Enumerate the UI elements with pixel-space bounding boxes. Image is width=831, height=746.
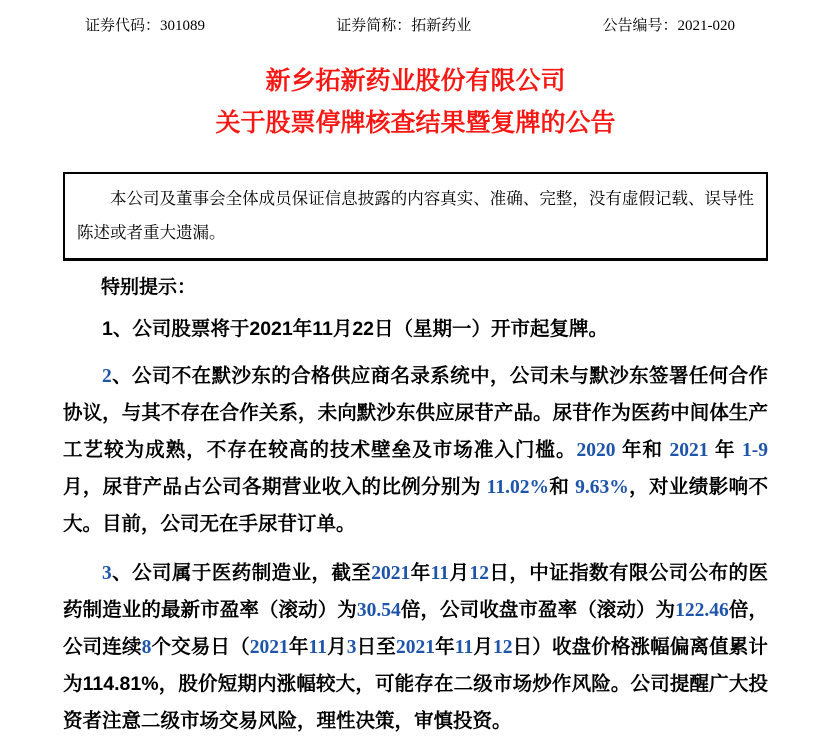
text-segment: 8 [141, 637, 152, 658]
text-segment: 和 [548, 476, 576, 498]
text-segment: 倍，公司收盘市盈率（滚动）为 [400, 599, 676, 621]
text-segment: 1、公司股票将于2021年11月22日（星期一）开市起复牌。 [102, 318, 609, 340]
document-header-row [85, 16, 735, 36]
text-segment: 2021 [669, 440, 709, 461]
text-segment: 个交易日（ [151, 636, 250, 658]
text-segment: 3 [102, 563, 112, 584]
announcement-number: 公告编号：2021-020 [602, 18, 735, 34]
special-notice-label: 特别提示： [101, 277, 197, 298]
text-segment: 11 [430, 563, 450, 584]
disclaimer-box [63, 172, 768, 261]
text-segment: 2021 [395, 637, 435, 658]
text-segment: 年 [410, 562, 431, 584]
text-segment: 3 [346, 637, 357, 658]
document-title-line-1: 新乡拓新药业股份有限公司 [265, 67, 566, 95]
text-segment: 日）收盘价格涨幅偏离值累计为114.81%，股价短期内涨幅较大，可能存在二级市场炒作风险。公司提醒广大投资者注意二级市场交易风险，理性决策，审慎投资。 [63, 636, 768, 732]
text-segment: 2021 [371, 563, 411, 584]
text-segment: 2020 [576, 440, 616, 461]
text-segment: 月 [449, 562, 470, 584]
text-segment: 9.63% [575, 477, 629, 498]
text-segment: 月，尿苷产品占公司各期营业收入的比例分别为 [63, 476, 487, 498]
text-segment: 2021 [249, 637, 289, 658]
paragraph-1 [63, 311, 768, 348]
text-segment: 11 [454, 637, 474, 658]
text-segment: 年 [434, 636, 455, 658]
text-segment: 年 [288, 636, 309, 658]
text-segment: 12 [493, 637, 513, 658]
text-segment: ，对业绩影响不大。目前，公司无在手尿苷订单。 [63, 476, 768, 535]
disclaimer-text: 本公司及董事会全体成员保证信息披露的内容真实、准确、完整，没有虚假记载、误导性陈述或者重大遗漏。 [77, 189, 754, 242]
document-title [63, 60, 768, 144]
text-segment: 11.02% [486, 477, 549, 498]
text-segment: 倍，公司连续 [63, 599, 768, 658]
text-segment: 1-9 [741, 440, 768, 461]
text-segment: 11 [308, 637, 327, 658]
text-segment: 、公司属于医药制造业，截至 [111, 562, 372, 584]
paragraph-2 [63, 358, 768, 543]
text-segment: 30.54 [356, 600, 401, 621]
text-segment: 月 [326, 636, 347, 658]
text-segment: 122.46 [675, 600, 729, 621]
text-segment: 日，中证指数有限公司公布的医药制造业的最新市盈率（滚动）为 [63, 562, 768, 621]
text-segment: 12 [469, 563, 489, 584]
text-segment: 日至 [356, 636, 396, 658]
text-segment: 年和 [615, 439, 670, 461]
text-segment: 月 [473, 636, 493, 658]
stock-abbreviation: 证券简称：拓新药业 [336, 18, 472, 34]
stock-code: 证券代码：301089 [85, 18, 206, 34]
paragraph-3 [63, 555, 768, 740]
text-segment: 年 [708, 439, 742, 461]
text-segment: 2 [102, 366, 112, 387]
text-segment: 、公司不在默沙东的合格供应商名录系统中，公司未与默沙东签署任何合作协议，与其不存在合作关系，未向默沙东供应尿苷产品。尿苷作为医药中间体生产工艺较为成熟，不存在较高的技术壁垒及市场准入门槛。 [63, 365, 768, 461]
document-title-line-2: 关于股票停牌核查结果暨复牌的公告 [215, 109, 616, 137]
